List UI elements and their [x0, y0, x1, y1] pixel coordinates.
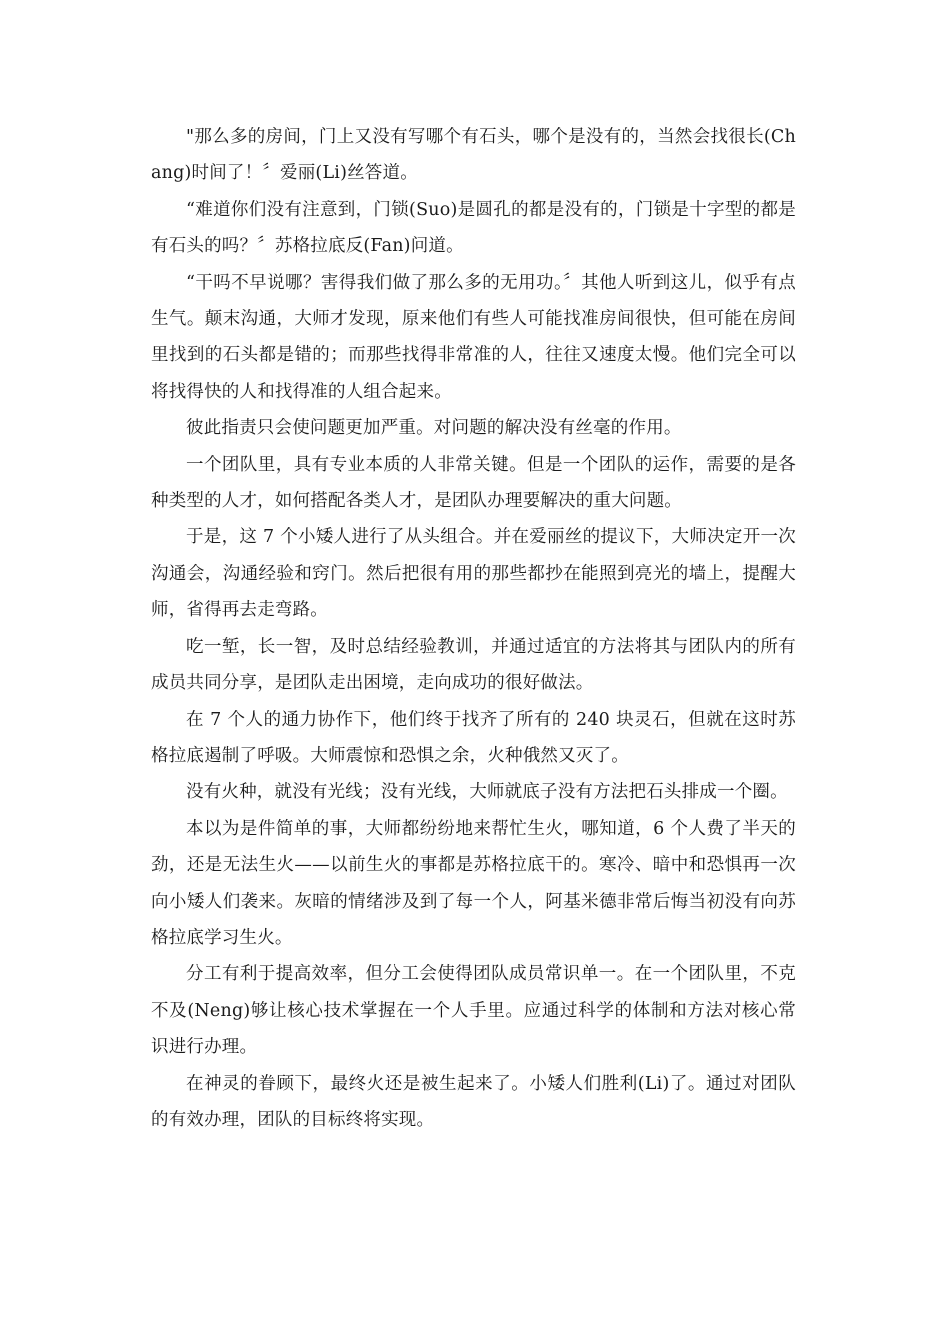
paragraph-7: 吃一堑，长一智，及时总结经验教训，并通过适宜的方法将其与团队内的所有成员共同分享，是团队走出困境，走向成功的很好做法。	[151, 636, 796, 694]
paragraph-1: "那么多的房间，门上又没有写哪个有石头，哪个是没有的，当然会找很长(Chang)时间了！〞爱丽(Li)丝答道。	[151, 127, 796, 184]
document-body	[151, 119, 796, 1138]
paragraph-9: 没有火种，就没有光线；没有光线，大师就底子没有方法把石头排成一个圈。	[186, 782, 788, 803]
paragraph-11: 分工有利于提高效率，但分工会使得团队成员常识单一。在一个团队里，不克不及(Neng)够让核心技术掌握在一个人手里。应通过科学的体制和方法对核心常识进行办理。	[151, 964, 796, 1058]
paragraph-4: 彼此指责只会使问题更加严重。对问题的解决没有丝毫的作用。	[186, 418, 682, 439]
paragraph-10: 本以为是件简单的事，大师都纷纷地来帮忙生火，哪知道，6 个人费了半天的劲，还是无法生火——以前生火的事都是苏格拉底干的。寒冷、暗中和恐惧再一次向小矮人们袭来。灰暗的情绪涉及到了每一个人，阿基米德非常后悔当初没有向苏格拉底学习生火。	[151, 818, 796, 948]
paragraph-6: 于是，这 7 个小矮人进行了从头组合。并在爱丽丝的提议下，大师决定开一次沟通会，沟通经验和窍门。然后把很有用的那些都抄在能照到亮光的墙上，提醒大师，省得再去走弯路。	[151, 527, 796, 621]
paragraph-8: 在 7 个人的通力协作下，他们终于找齐了所有的 240 块灵石，但就在这时苏格拉底遏制了呼吸。大师震惊和恐惧之余，火种俄然又灭了。	[151, 709, 796, 766]
paragraph-5: 一个团队里，具有专业本质的人非常关键。但是一个团队的运作，需要的是各种类型的人才，如何搭配各类人才，是团队办理要解决的重大问题。	[151, 454, 796, 512]
paragraph-12: 在神灵的眷顾下，最终火还是被生起来了。小矮人们胜利(Li)了。通过对团队的有效办理，团队的目标终将实现。	[151, 1073, 796, 1130]
paragraph-3: “干吗不早说哪？害得我们做了那么多的无用功。〞其他人听到这儿，似乎有点生气。颠末沟通，大师才发现，原来他们有些人可能找准房间很快，但可能在房间里找到的石头都是错的；而那些找得非常准的人，往往又速度太慢。他们完全可以将找得快的人和找得准的人组合起来。	[151, 272, 796, 402]
paragraph-2: “难道你们没有注意到，门锁(Suo)是圆孔的都是没有的，门锁是十字型的都是有石头的吗？〞苏格拉底反(Fan)问道。	[151, 199, 796, 257]
